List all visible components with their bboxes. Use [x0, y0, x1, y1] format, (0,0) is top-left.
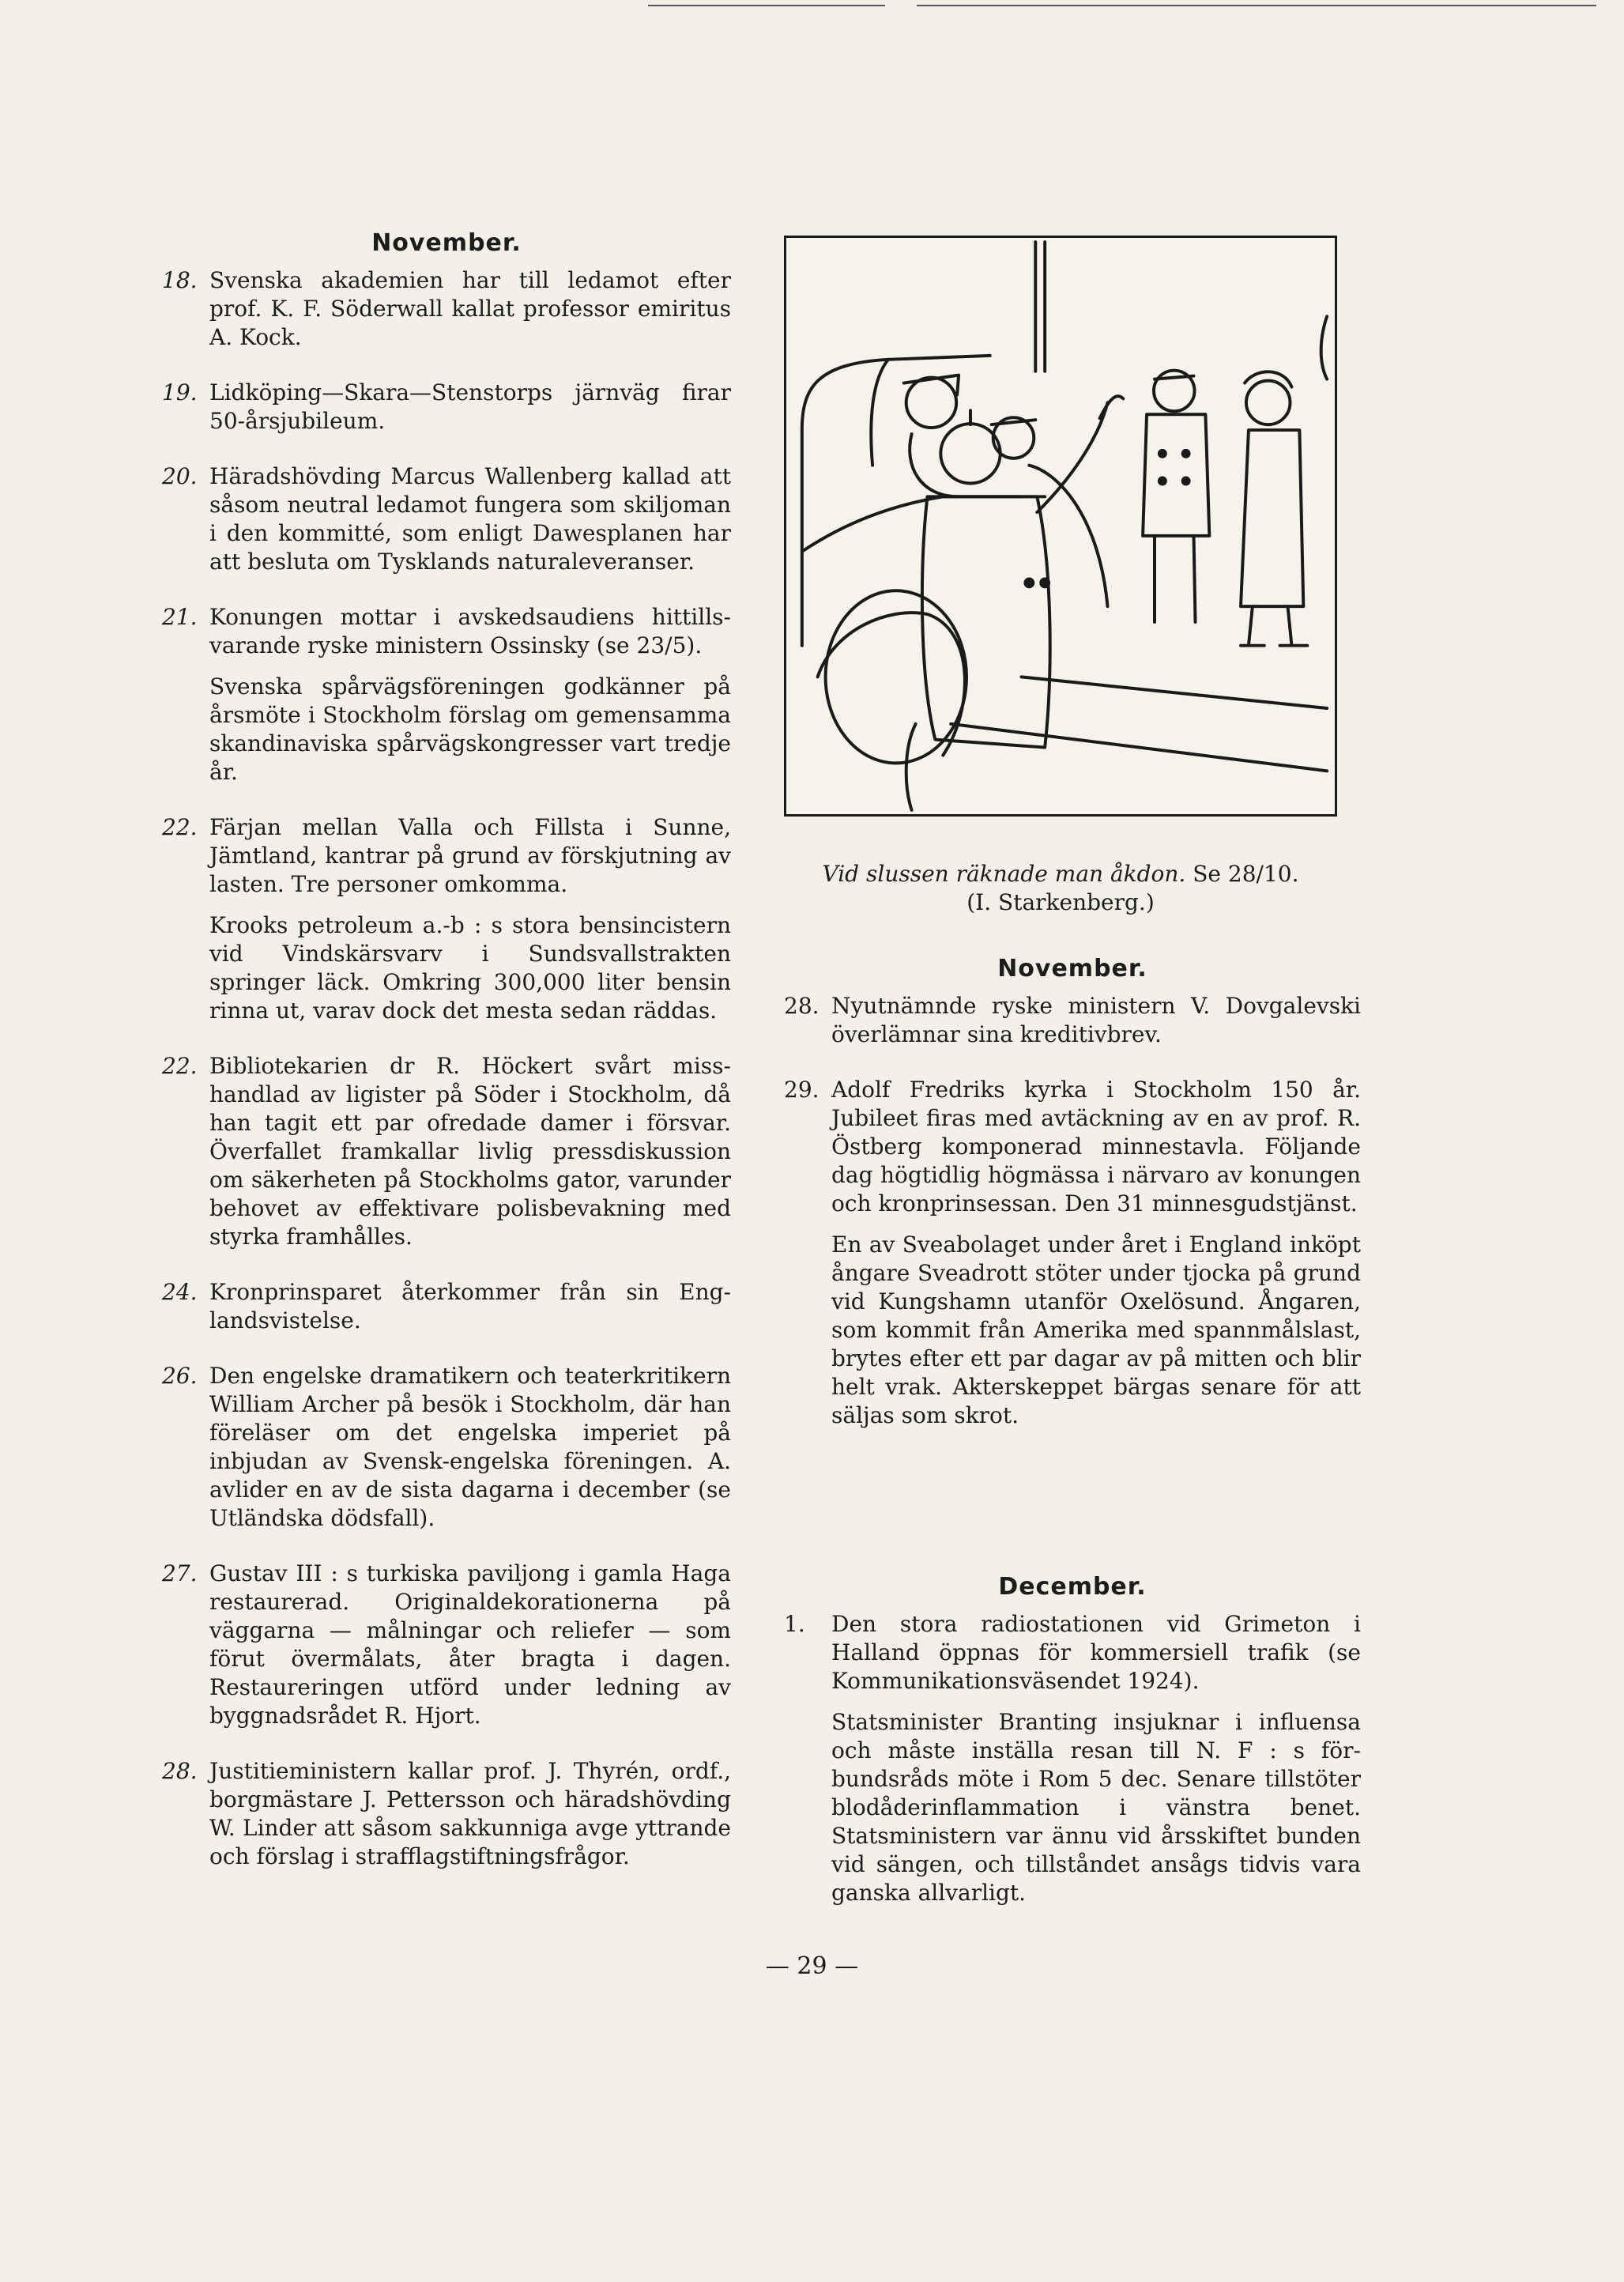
- left-month-heading: November.: [371, 229, 522, 257]
- entry-paragraph: Den engelske dramatikern och teaterkritikern William Archer på besök i Stockholm, där han föreläser om det engelska imperiet på inbjudan av Svensk-engelska föreningen. A. avlider en av de sista dagarna i december (se Utländska dödsfall).: [209, 1363, 731, 1531]
- entry-day: 18.: [162, 267, 198, 293]
- entry-day: 28.: [162, 1758, 198, 1784]
- illustration-caption: [784, 860, 1337, 917]
- entry-body: [209, 1052, 731, 1251]
- right-month-heading-november: November.: [997, 955, 1147, 983]
- entry-day: 20.: [162, 463, 198, 489]
- entry-row: [162, 1052, 731, 1251]
- entry-day: 19.: [162, 379, 198, 405]
- entry-day: 24.: [162, 1279, 198, 1305]
- entry-paragraph: Konungen mottar i avskedsaudiens hittillsvarande ryske ministern Ossinsky (se 23/5).: [209, 604, 731, 658]
- left-column: [162, 229, 731, 1898]
- right-entries-december: [784, 1610, 1361, 1907]
- entry-body: [209, 462, 731, 576]
- entry-paragraph: Justitieministern kallar prof. J. Thyrén, ordf., borgmästare J. Pettersson och häradshövding W. Linder att såsom sakkunniga avge yttrande och förslag i strafflagstiftningsfrågor.: [209, 1758, 731, 1869]
- entry-paragraph: Nyutnämnde ryske ministern V. Dovgalevski överlämnar sina kreditivbrev.: [831, 993, 1361, 1047]
- entry-body: [209, 1278, 731, 1335]
- entry-row: [784, 992, 1361, 1049]
- right-entries-november: [784, 992, 1361, 1430]
- caption-text: Vid slussen räknade man åkdon.: [822, 861, 1186, 887]
- entry-body: [209, 1560, 731, 1730]
- right-column-december: [784, 1573, 1361, 1934]
- entry-row: [162, 1560, 731, 1730]
- entry-paragraph: Bibliotekarien dr R. Höckert svårt misshandlad av ligister på Söder i Stockholm, då han tagit ett par ofredade damer i försvar. Överfallet framkallar livlig pressdiskussion om säkerheten på Stockholms gator, varunder behovet av effektivare polisbevakning med styrka framhålles.: [209, 1053, 731, 1250]
- page-number: — 29 —: [765, 1952, 859, 1980]
- entry-body: [209, 1362, 731, 1533]
- entry-day: 1.: [784, 1611, 805, 1637]
- entry-paragraph: Gustav III : s turkiska paviljong i gamla Haga restaurerad. Originaldekorationerna på väggarna — målningar och reliefer — som förut övermålats, åter bragta i dagen. Restaureringen utförd under ledning av byggnadsrådet R. Hjort.: [209, 1560, 731, 1729]
- entry-paragraph: Den stora radiostationen vid Grimeton i Halland öppnas för kommersiell trafik (se Kommunikationsväsendet 1924).: [831, 1611, 1361, 1694]
- entry-body: [209, 1757, 731, 1871]
- entry-paragraph: Adolf Fredriks kyrka i Stockholm 150 år. Jubileet firas med avtäckning av en av prof. R. Östberg komponerad minnestavla. Följande dag högtidlig högmässa i närvaro av konungen och kronprinsessan. Den 31 minnesgudstjänst.: [831, 1077, 1361, 1216]
- entry-paragraph: En av Sveabolaget under året i England inköpt ångare Sveadrott stöter under tjocka på grund vid Kungshamn utanför Oxelösund. Ångaren, som kommit från Amerika med spannmålslast, brytes efter ett par dagar av på mitten och blir helt vrak. Akterskeppet bärgas senare för att säljas som skrot.: [831, 1232, 1361, 1428]
- entry-day: 29.: [784, 1077, 820, 1103]
- entry-body: [209, 379, 731, 436]
- entry-row: [162, 379, 731, 436]
- entry-day: 21.: [162, 604, 198, 630]
- entry-paragraph: Häradshövding Marcus Wallenberg kallad att såsom neutral ledamot fungera som skiljoman i den kommitté, som enligt Dawesplanen har att besluta om Tysklands naturaleveranser.: [209, 463, 731, 575]
- caption-credit: (I. Starkenberg.): [966, 889, 1155, 915]
- entry-paragraph: Statsminister Branting insjuknar i influensa och måste inställa resan till N. F : s förbundsråds möte i Rom 5 dec. Senare tillstöter blodåderinflammation i vänstra benet. Statsministern var ännu vid årsskiftet bunden vid sängen, och tillståndet ansågs tidvis vara ganska allvarligt.: [831, 1709, 1361, 1906]
- entry-row: [162, 266, 731, 352]
- entry-paragraph: Svenska spårvägsföreningen godkänner på årsmöte i Stockholm förslag om gemensamma skandinaviska spårvägskongresser vart tredje år.: [209, 673, 731, 785]
- scan-edge-line: [648, 5, 885, 6]
- entry-paragraph: Svenska akademien har till ledamot efter prof. K. F. Söderwall kallat professor emiritus A. Kock.: [209, 267, 731, 350]
- entry-paragraph: Lidköping—Skara—Stenstorps järnväg firar 50-årsjubileum.: [209, 379, 731, 434]
- entry-row: [162, 1757, 731, 1871]
- entry-day: 28.: [784, 993, 820, 1019]
- entry-paragraph: Krooks petroleum a.-b : s stora bensincistern vid Vindskärsvarv i Sundsvallstrakten springer läck. Omkring 300,000 liter bensin rinna ut, varav dock det mesta sedan räddas.: [209, 912, 731, 1024]
- entry-body: [831, 1076, 1361, 1430]
- entry-paragraph: Färjan mellan Valla och Fillsta i Sunne, Jämtland, kantrar på grund av förskjutning av lasten. Tre personer omkomma.: [209, 814, 731, 897]
- cartoon-drawing: [786, 238, 1335, 814]
- entry-row: [162, 1278, 731, 1335]
- entry-day: 22.: [162, 814, 198, 840]
- entry-row: [162, 1362, 731, 1533]
- entry-row: [784, 1076, 1361, 1430]
- entry-row: [784, 1610, 1361, 1907]
- entry-day: 26.: [162, 1363, 198, 1389]
- entry-day: 27.: [162, 1560, 198, 1586]
- entry-body: [831, 992, 1361, 1049]
- entry-day: 22.: [162, 1053, 198, 1079]
- entry-row: [162, 462, 731, 576]
- entry-body: [209, 266, 731, 352]
- left-entries: [162, 266, 731, 1871]
- entry-body: [831, 1610, 1361, 1907]
- entry-body: [209, 603, 731, 786]
- entry-row: [162, 603, 731, 786]
- scan-edge-line: [917, 5, 1596, 6]
- cartoon-illustration: [784, 236, 1337, 817]
- entry-body: [209, 813, 731, 1025]
- right-month-heading-december: December.: [998, 1573, 1147, 1601]
- entry-paragraph: Kronprinsparet återkommer från sin Englandsvistelse.: [209, 1279, 731, 1333]
- entry-row: [162, 813, 731, 1025]
- right-column-november: [784, 955, 1361, 1457]
- caption-reference: Se 28/10.: [1193, 861, 1299, 887]
